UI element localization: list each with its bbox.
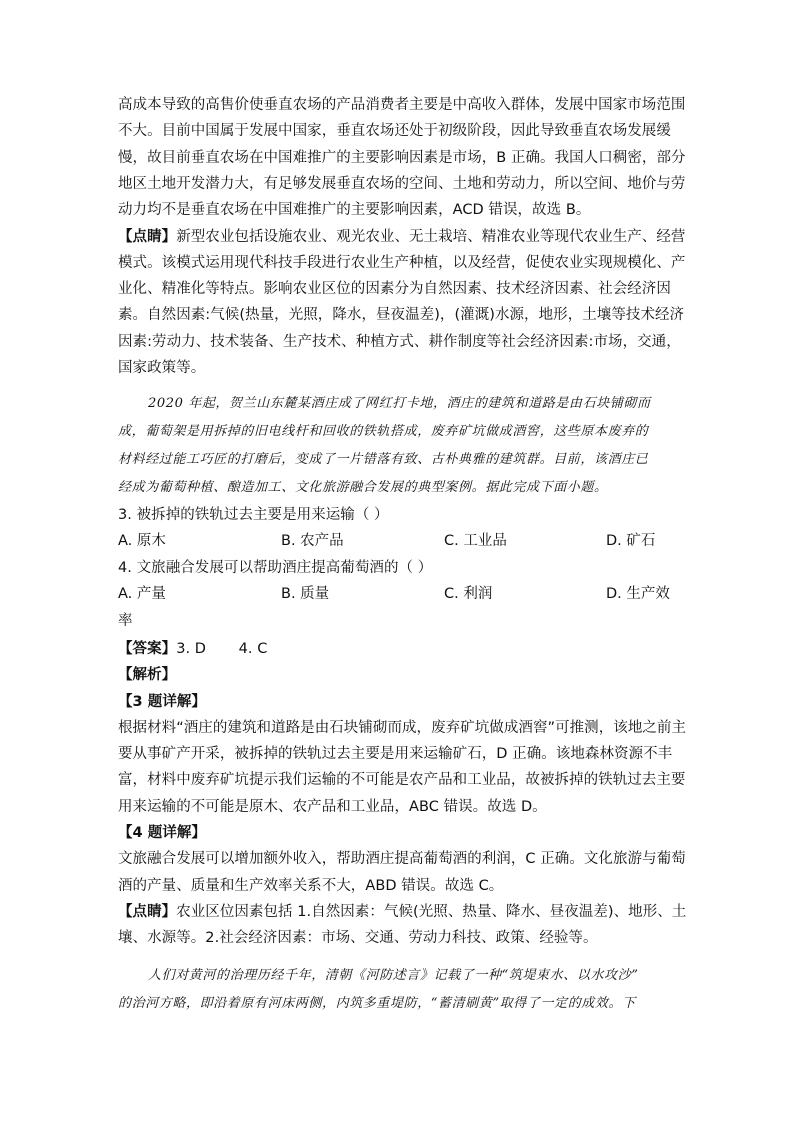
text-line: 人们对黄河的治理历经千年，清朝《河防述言》记载了一种“筑堤束水、以水攻沙” [148,968,639,983]
question-stem: 4. 文旅融合发展可以帮助酒庄提高葡萄酒的（ ） [118,560,433,576]
option-row [118,581,678,607]
text-line: 根据材料“酒庄的建筑和道路是由石块铺砌而成，废弃矿坑做成酒窖”可推测，该地之前主 [118,719,687,736]
text-line: 地区土地开发潜力大，有足够发展垂直农场的空间、土地和劳动力，所以空间、地价与劳 [118,175,686,192]
text-line: 富，材料中废弃矿坑提示我们运输的不可能是农产品和工业品，故被拆掉的铁轨过去主要 [118,772,686,789]
jiexi-tag: 【解析】 [118,667,177,684]
dianjing-tag: 【点睛】 [118,228,177,245]
option-d: D. 生产效 [606,586,670,603]
text-line: 的治河方略，即沿着原有河床两侧，内筑多重堤防，“蓄清刷黄”取得了一定的成效。下 [118,996,636,1011]
option-a: A. 产量 [118,586,166,603]
text-line: 素。自然因素:气候(热量，光照，降水，昼夜温差)，(灌溉)水源，地形，土壤等技术经济 [118,307,685,324]
option-c: C. 利润 [444,586,493,603]
option-a: A. 原木 [118,533,166,550]
question-4 [118,555,678,634]
text-line: 【点睛】新型农业包括设施农业、观光农业、无土栽培、精准农业等现代农业生产、经营 [118,228,686,245]
answer-section [118,636,687,952]
dianjing-section [118,224,686,382]
detail-4-tag: 【4 题详解】 [118,825,206,842]
paragraph-analysis [118,92,686,223]
text-line: 业化、精准化等特点。影响农业区位的因素分为自然因素、技术经济因素、社会经济因 [118,281,671,298]
text-line: 材料经过能工巧匠的打磨后，变成了一片错落有致、古朴典雅的建筑群。目前，该酒庄已 [118,452,649,467]
text-line: 国家政策等。 [118,359,206,376]
text-line: 经成为葡萄种植、酿造加工、文化旅游融合发展的典型案例。据此完成下面小题。 [118,480,608,495]
option-c: C. 工业品 [444,533,507,550]
dianjing-tag: 【点睛】 [118,903,177,920]
text-line: 高成本导致的高售价使垂直农场的产品消费者主要是中高收入群体，发展中国家市场范围 [118,97,686,113]
text-line: 文旅融合发展可以增加额外收入，帮助酒庄提高葡萄酒的利润，C 正确。文化旅游与葡萄 [118,851,686,868]
question-stem: 3. 被拆掉的铁轨过去主要是用来运输（ ） [118,507,389,523]
text-line: 不大。目前中国属于发展中国家，垂直农场还处于初级阶段，因此导致垂直农场发展缓 [118,123,671,140]
option-d: D. 矿石 [606,533,656,550]
text-line: 因素:劳动力、技术装备、生产技术、种植方式、耕作制度等社会经济因素:市场，交通， [118,333,681,350]
answer-text: 3. D 4. C [176,641,268,657]
text-line: 酒的产量、质量和生产效率关系不大，ABD 错误。故选 C。 [118,877,504,894]
text-line: 成，葡萄架是用拆掉的旧电线杆和回收的铁轨搭成，废弃矿坑做成酒窖，这些原本废弃的 [118,424,649,439]
option-b: B. 农产品 [281,533,344,550]
text-line: 要从事矿产开采，被拆掉的铁轨过去主要是用来运输矿石，D 正确。该地森林资源不丰 [118,746,673,763]
answer-line [118,636,678,662]
text-line: 用来运输的不可能是原木、农产品和工业品，ABC 错误。故选 D。 [118,798,547,815]
option-row [118,528,678,554]
text-line: 慢，故目前垂直农场在中国难推广的主要影响因素是市场，B 正确。我国人口稠密，部分 [118,149,686,166]
text-line: 【点睛】农业区位因素包括 1.自然因素：气候(光照、热量、降水、昼夜温差)、地形、土 [118,903,687,920]
text-line: 2020 年起，贺兰山东麓某酒庄成了网红打卡地，酒庄的建筑和道路是由石块铺砌而 [148,396,651,411]
option-b: B. 质量 [281,586,330,603]
text-line: 模式。该模式运用现代科技手段进行农业生产种植，以及经营，促使农业实现规模化、产 [118,254,686,271]
text-line: 壤、水源等。2.社会经济因素：市场、交通、劳动力科技、政策、经验等。 [118,930,598,947]
question-3 [118,502,678,555]
detail-3-tag: 【3 题详解】 [118,693,206,710]
material-passage [118,390,678,502]
text-line: 动力均不是垂直农场在中国难推广的主要影响因素，ACD 错误，故选 B。 [118,202,591,219]
option-wrap: 率 [118,612,133,629]
answer-tag: 【答案】 [118,641,177,657]
material-passage-2 [118,962,678,1018]
